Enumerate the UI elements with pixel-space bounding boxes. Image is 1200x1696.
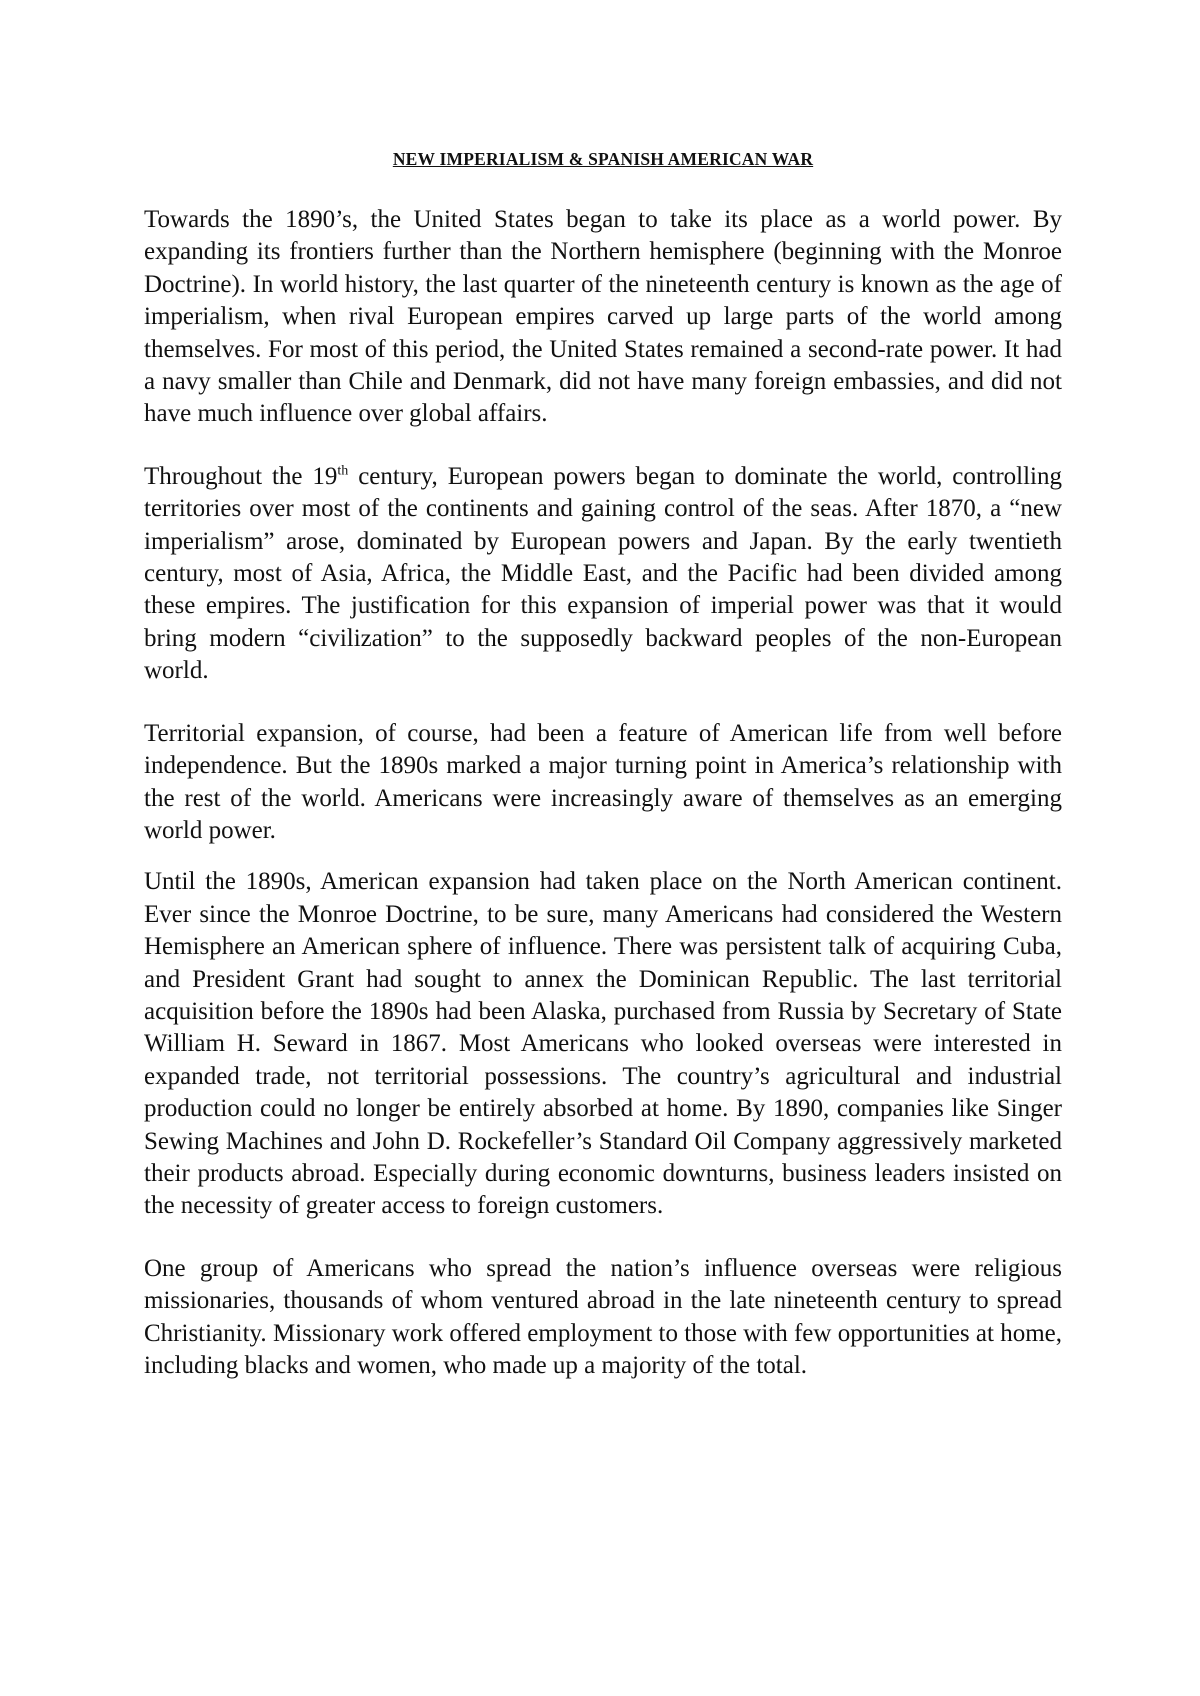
paragraph-2 <box>144 461 1062 688</box>
paragraph-3: Territorial expansion, of course, had been a feature of American life from well before independence. But the 1890s marked a major turning point in America’s relationship with the rest of the world. Americans were increasingly aware of themselves as an emerging world power. <box>144 719 1062 844</box>
paragraph-5: One group of Americans who spread the nation’s influence overseas were religious missionaries, thousands of whom ventured abroad in the late nineteenth century to spread Christianity. Missionary work offered employment to those with few opportunities at home, including blacks and women, who made up a majority of the total. <box>144 1254 1062 1379</box>
paragraph-2-start: Throughout the 19 <box>144 462 338 490</box>
paragraph-4: Until the 1890s, American expansion had taken place on the North American continent. Ever since the Monroe Doctrine, to be sure, many Americans had considered the Western Hemisphere an American sphere of influence. There was persistent talk of acquiring Cuba, and President Grant had sought to annex the Dominican Republic. The last territorial acquisition before the 1890s had been Alaska, purchased from Russia by Secretary of State William H. Seward in 1867. Most Americans who looked overseas were interested in expanded trade, not territorial possessions. The country’s agricultural and industrial production could no longer be entirely absorbed at home. By 1890, companies like Singer Sewing Machines and John D. Rockefeller’s Standard Oil Company aggressively marketed their products abroad. Especially during economic downturns, business leaders insisted on the necessity of greater access to foreign customers. <box>144 868 1062 1220</box>
paragraph-2-rest: century, European powers began to dominate the world, controlling territories over most of the continents and gaining control of the seas. After 1870, a “new imperialism” arose, dominated by European powers and Japan. By the early twentieth century, most of Asia, Africa, the Middle East, and the Pacific had been divided among these empires. The justification for this expansion of imperial power was that it would bring modern “civilization” to the supposedly backward peoples of the non-European world. <box>144 462 1063 685</box>
ordinal-superscript: th <box>337 463 349 479</box>
document-title: NEW IMPERIALISM & SPANISH AMERICAN WAR <box>392 149 814 169</box>
paragraph-1: Towards the 1890’s, the United States began to take its place as a world power. By expanding its frontiers further than the Northern hemisphere (beginning with the Monroe Doctrine). In world history, the last quarter of the nineteenth century is known as the age of imperialism, when rival European empires carved up large parts of the world among themselves. For most of this period, the United States remained a second-rate power. It had a navy smaller than Chile and Denmark, did not have many foreign embassies, and did not have much influence over global affairs. <box>144 206 1062 428</box>
